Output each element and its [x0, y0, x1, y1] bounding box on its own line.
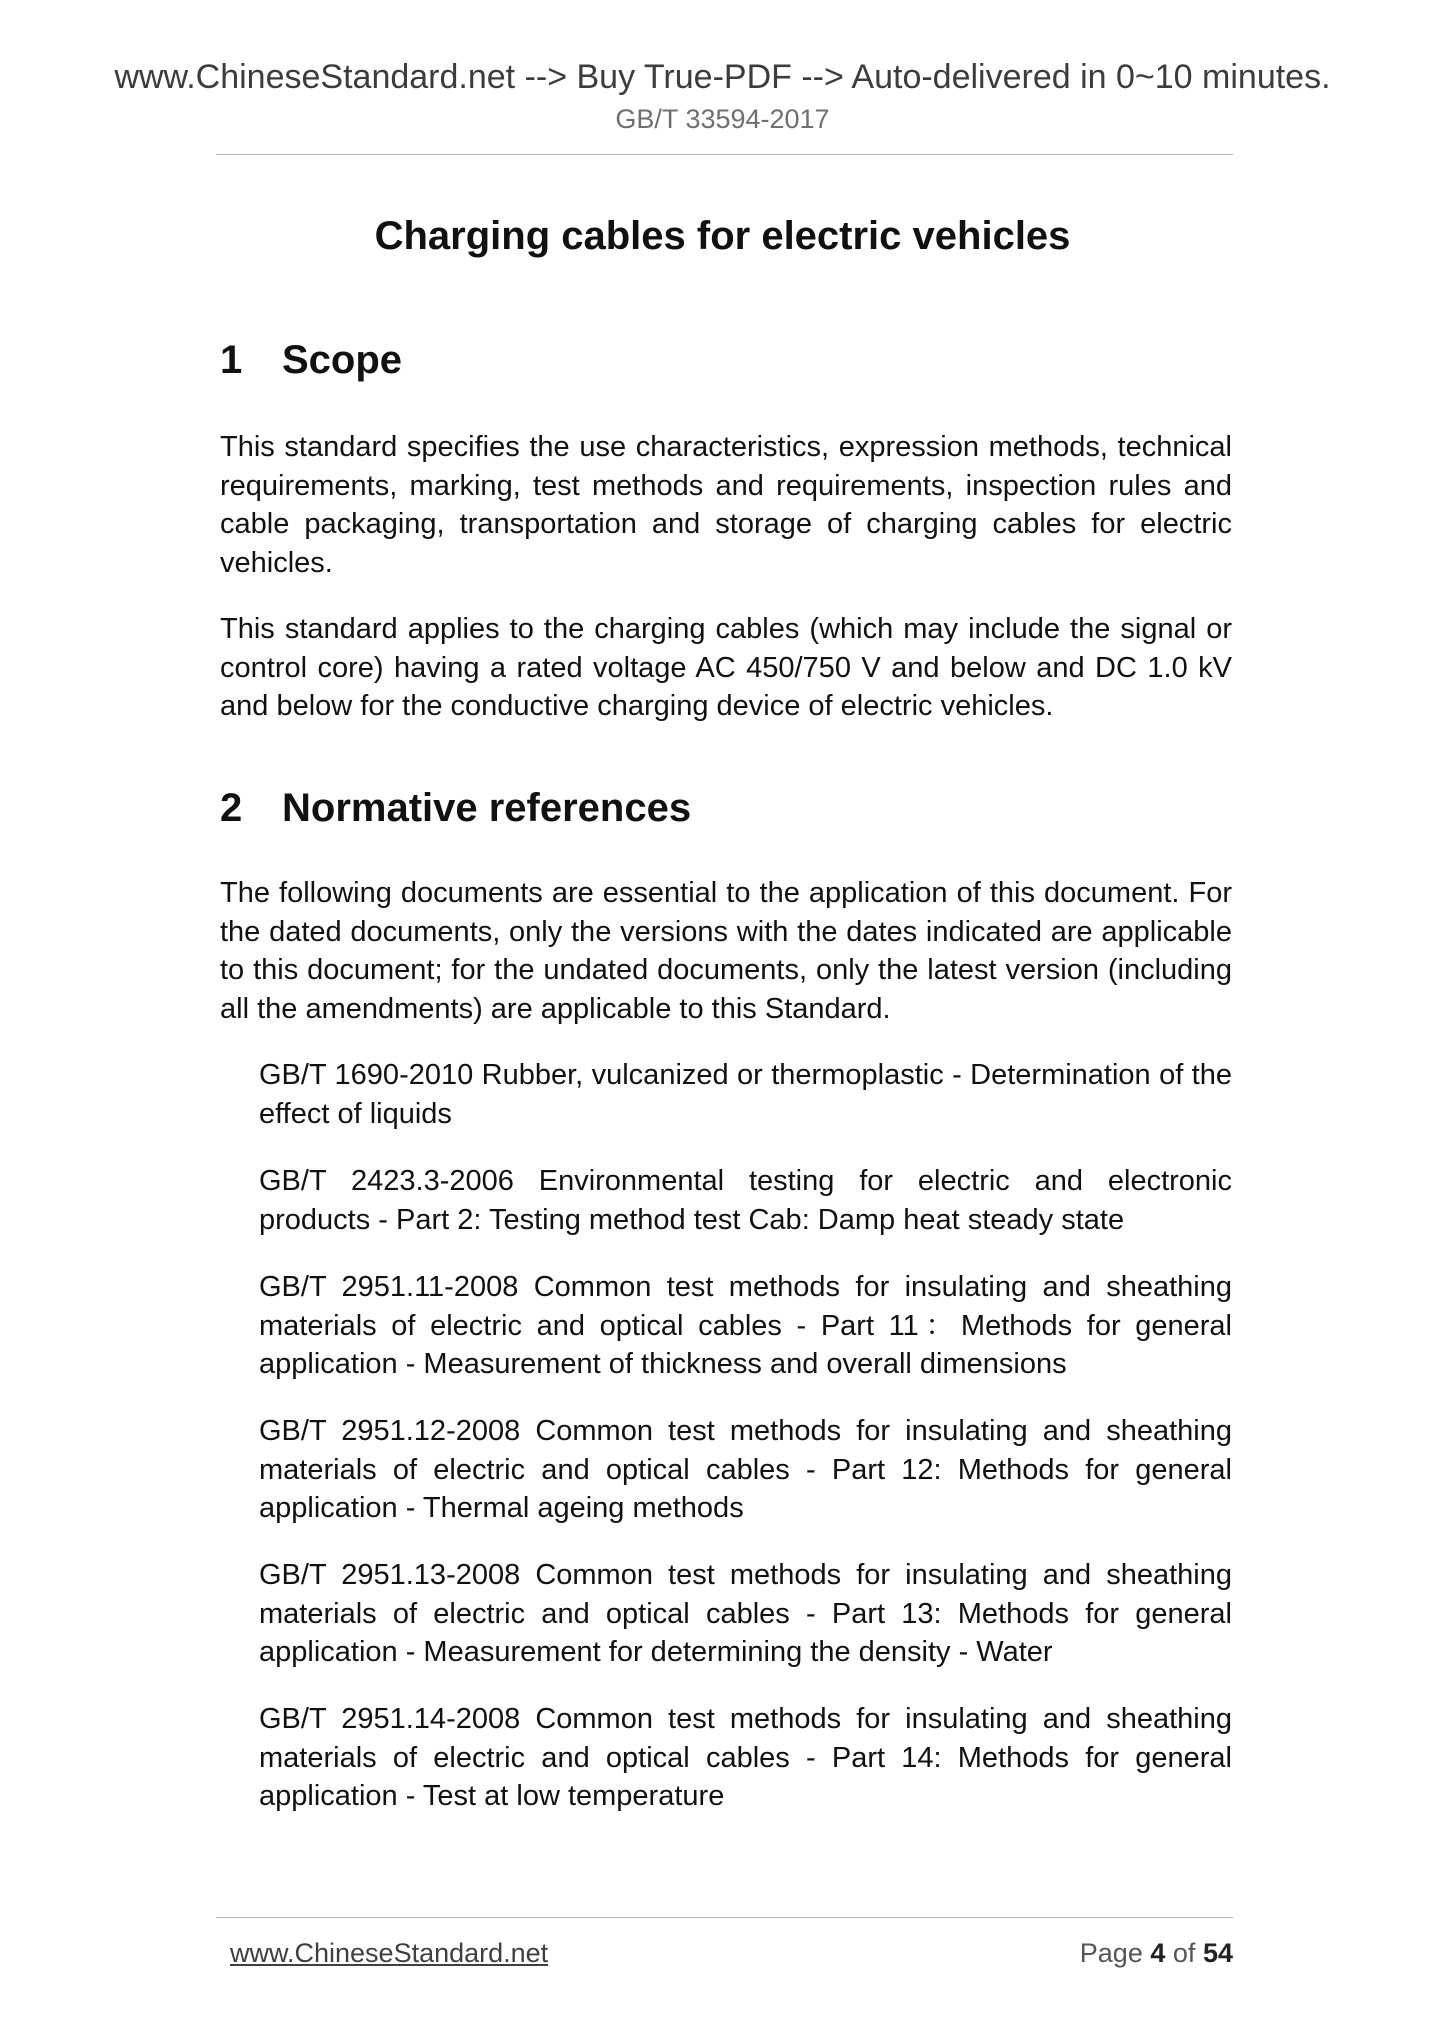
- reference-item: GB/T 2951.14-2008 Common test methods for insulating and sheathing materials of electric and optical cables - Part 14: Methods for general application - Test at low temperature: [259, 1703, 1232, 1812]
- header-banner: www.ChineseStandard.net --> Buy True-PDF --> Auto-delivered in 0~10 minutes.: [114, 58, 1331, 96]
- scope-paragraph: This standard applies to the charging cables (which may include the signal or control core) having a rated voltage AC 450/750 V and below and DC 1.0 kV and below for the conductive charging device of electric vehicles.: [220, 613, 1232, 722]
- section-number: 2: [220, 786, 243, 830]
- footer-website-link[interactable]: www.ChineseStandard.net: [230, 1938, 549, 1968]
- page-label: Page: [1079, 1938, 1143, 1968]
- section-heading-scope: [220, 338, 402, 383]
- reference-item: GB/T 2951.13-2008 Common test methods for insulating and sheathing materials of electric and optical cables - Part 13: Methods for general application - Measurement for determining the density - Water: [259, 1559, 1232, 1668]
- scope-paragraph: This standard specifies the use characteristics, expression methods, technical requirements, marking, test methods and requirements, inspection rules and cable packaging, transportation and storage of charging cables for electric vehicles.: [220, 431, 1232, 579]
- header-divider: [216, 154, 1233, 155]
- reference-item: GB/T 2951.11-2008 Common test methods for insulating and sheathing materials of electric and optical cables - Part 11：Methods for general application - Measurement of thickness and overall dimensions: [259, 1271, 1232, 1380]
- references-intro-paragraph: The following documents are essential to the application of this document. For the dated documents, only the versions with the dates indicated are applicable to this document; for the undated documents, only the latest version (including all the amendments) are applicable to this Standard.: [220, 877, 1232, 1025]
- reference-item: GB/T 2423.3-2006 Environmental testing for electric and electronic products - Part 2: Testing method test Cab: Damp heat steady state: [259, 1165, 1232, 1236]
- page-indicator: [1080, 1938, 1233, 1969]
- total-page-count: 54: [1202, 1938, 1233, 1968]
- footer-divider: [216, 1917, 1233, 1918]
- section-number: 1: [220, 338, 243, 382]
- document-title: Charging cables for electric vehicles: [374, 214, 1071, 258]
- section-title: Normative references: [282, 786, 692, 830]
- reference-item: GB/T 2951.12-2008 Common test methods for insulating and sheathing materials of electric and optical cables - Part 12: Methods for general application - Thermal ageing methods: [259, 1415, 1232, 1524]
- page-of-label: of: [1172, 1938, 1196, 1968]
- section-title: Scope: [282, 338, 403, 382]
- current-page-number: 4: [1150, 1938, 1166, 1968]
- reference-item: GB/T 1690-2010 Rubber, vulcanized or thermoplastic - Determination of the effect of liquids: [259, 1059, 1232, 1130]
- standard-code: GB/T 33594-2017: [615, 104, 830, 134]
- section-heading-normative-references: [220, 786, 691, 831]
